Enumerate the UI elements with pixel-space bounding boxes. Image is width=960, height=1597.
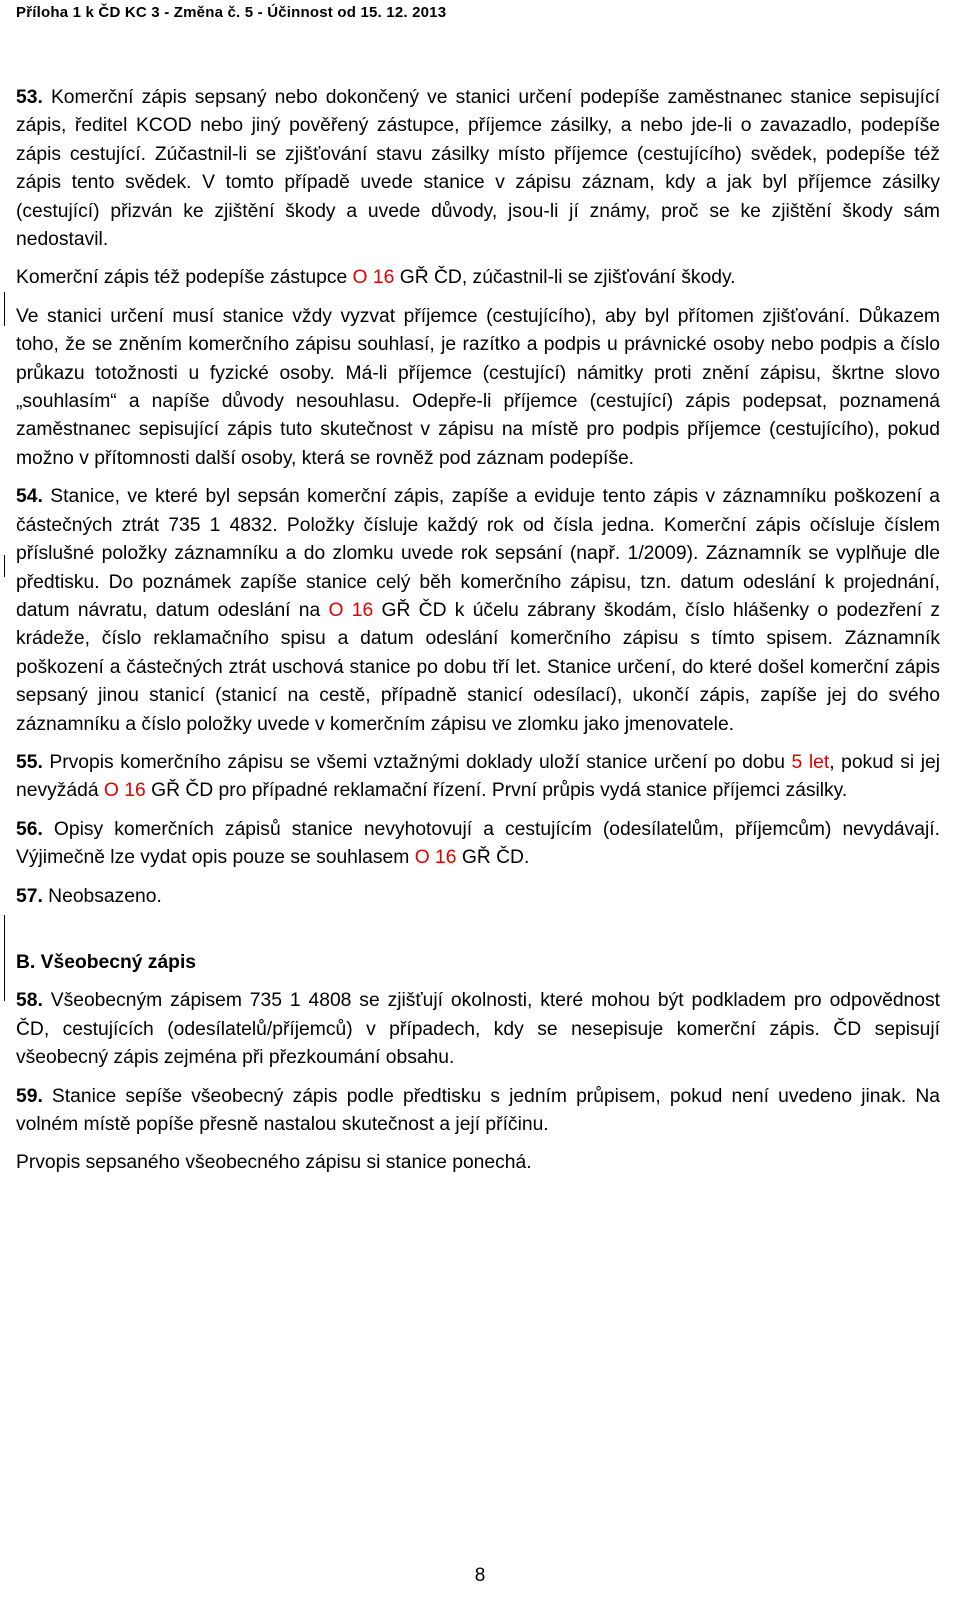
paragraph-58 [16,987,940,1072]
revision-bar [4,555,5,577]
paragraph-54 [16,483,940,739]
paragraph-text: Prvopis komerčního zápisu se všemi vztažnými doklady uloží stanice určení po dobu [42,751,792,773]
section-heading: B. Všeobecný zápis [16,951,197,973]
paragraph-text: GŘ ČD. [456,847,530,869]
paragraph-number: 55. [16,751,43,773]
paragraph-53 [16,84,940,254]
paragraph-text: Všeobecným zápisem 735 1 4808 se zjišťují okolnosti, které mohou být podkladem pro odpovědnost ČD, cestujících (odesílatelů/příjemců) v případech, kdy se nesepisuje komerční zápis. ČD sepisují všeobecný zápis zejména při přezkoumání obsahu. [16,990,940,1069]
paragraph-number: 54. [16,486,43,508]
paragraph-text: Ve stanici určení musí stanice vždy vyzvat příjemce (cestujícího), aby byl přítomen zjišťování. Důkazem toho, že se zněním komerčního zápisu souhlasí, je razítko a podpis u právnické osoby nebo podpis a číslo průkazu totožnosti u fyzické osoby. Má-li příjemce (cestující) námitky proti znění zápisu, škrtne slovo „souhlasím“ a napíše důvody nesouhlasu. Odepře-li příjemce (cestující) zápis podepsat, poznamená zaměstnanec sepisující zápis tuto skutečnost v zápisu na místě pro podpis příjemce (cestujícího), pokud možno v přítomnosti další osoby, která se rovněž pod záznam podepíše. [16,305,940,469]
paragraph-number: 57. [16,885,43,907]
paragraph-text: Komerční zápis též podepíše zástupce [16,267,353,289]
document-header: Příloha 1 k ČD KC 3 - Změna č. 5 - Účinnost od 15. 12. 2013 [16,4,447,21]
paragraph-number: 53. [16,87,43,108]
document-body [16,84,940,1188]
revision-bar [4,292,5,326]
changed-text: O 16 [414,847,457,869]
paragraph-55 [16,749,940,806]
paragraph-text: Neobsazeno. [42,885,162,907]
paragraph-text: Stanice sepíše všeobecný zápis podle předtisku s jedním průpisem, pokud není uvedeno jinak. Na volném místě popíše přesně nastalou skutečnost a její příčinu. [16,1085,940,1135]
paragraph-text: , pokud si jej nevyžádá [16,751,940,802]
paragraph-text: Stanice, ve které byl sepsán komerční zápis, zapíše a eviduje tento zápis v záznamníku poškození a částečných ztrát 735 1 4832. Položky čísluje každý rok od čísla jedna. Komerční zápis očísluje číslem příslušné položky záznamníku a do zlomku uvede rok sepsání (např. 1/2009). Záznamník se vyplňuje dle předtisku. Do poznámek zapíše stanice celý běh komerčního zápisu, tzn. datum odeslání k projednání, datum návratu, datum odeslání na [16,486,940,621]
paragraph-53-consent [16,303,940,473]
paragraph-57 [16,883,940,911]
paragraph-text: GŘ ČD pro případné reklamační řízení. První průpis vydá stanice příjemci zásilky. [145,780,848,802]
paragraph-text: GŘ ČD k účelu zábrany škodám, číslo hlášenky o podezření z krádeže, číslo reklamačního spisu a datum odeslání komerčního zápisu s tímto spisem. Záznamník poškození a částečných ztrát uschová stanice po dobu tří let. Stanice určení, do které došel komerční zápis sepsaný jinou stanicí (stanicí na cestě, případně stanicí odesílací), ukončí zápis, zapíše jej do svého záznamníku a číslo položky uvede v komerčním zápisu ve zlomku jako jmenovatele. [16,599,940,735]
revision-bar [4,915,5,1001]
changed-text: O 16 [328,599,374,621]
paragraph-text: GŘ ČD, zúčastnil-li se zjišťování škody. [394,267,736,289]
paragraph-number: 56. [16,818,43,840]
changed-text: O 16 [352,267,395,289]
paragraph-59 [16,1083,940,1140]
paragraph-59-original [16,1149,940,1177]
paragraph-53-signature [16,264,940,292]
changed-text: O 16 [103,780,146,802]
paragraph-56 [16,816,940,873]
page-number: 8 [474,1565,486,1586]
paragraph-text: Prvopis sepsaného všeobecného zápisu si stanice ponechá. [16,1152,532,1174]
paragraph-text: Opisy komerčních zápisů stanice nevyhotovují a cestujícím (odesílatelům, příjemcům) nevydávají. Výjimečně lze vydat opis pouze se souhlasem [16,818,940,869]
paragraph-number: 58. [16,990,43,1012]
changed-text: 5 let [791,751,830,773]
paragraph-text: Komerční zápis sepsaný nebo dokončený ve stanici určení podepíše zaměstnanec stanice sepisující zápis, ředitel KCOD nebo jiný pověřený zástupce, příjemce zásilky, a nebo jde-li o zavazadlo, podepíše zápis cestující. Zúčastnil-li se zjišťování stavu zásilky místo příjemce (cestujícího) svědek, podepíše též zápis tento svědek. V tomto případě uvede stanice v zápisu záznam, kdy a jak byl příjemce zásilky (cestující) přizván ke zjištění škody a uvede důvody, jsou-li jí známy, proč se ke zjištění škody sám nedostavil. [16,87,940,251]
paragraph-number: 59. [16,1085,43,1107]
